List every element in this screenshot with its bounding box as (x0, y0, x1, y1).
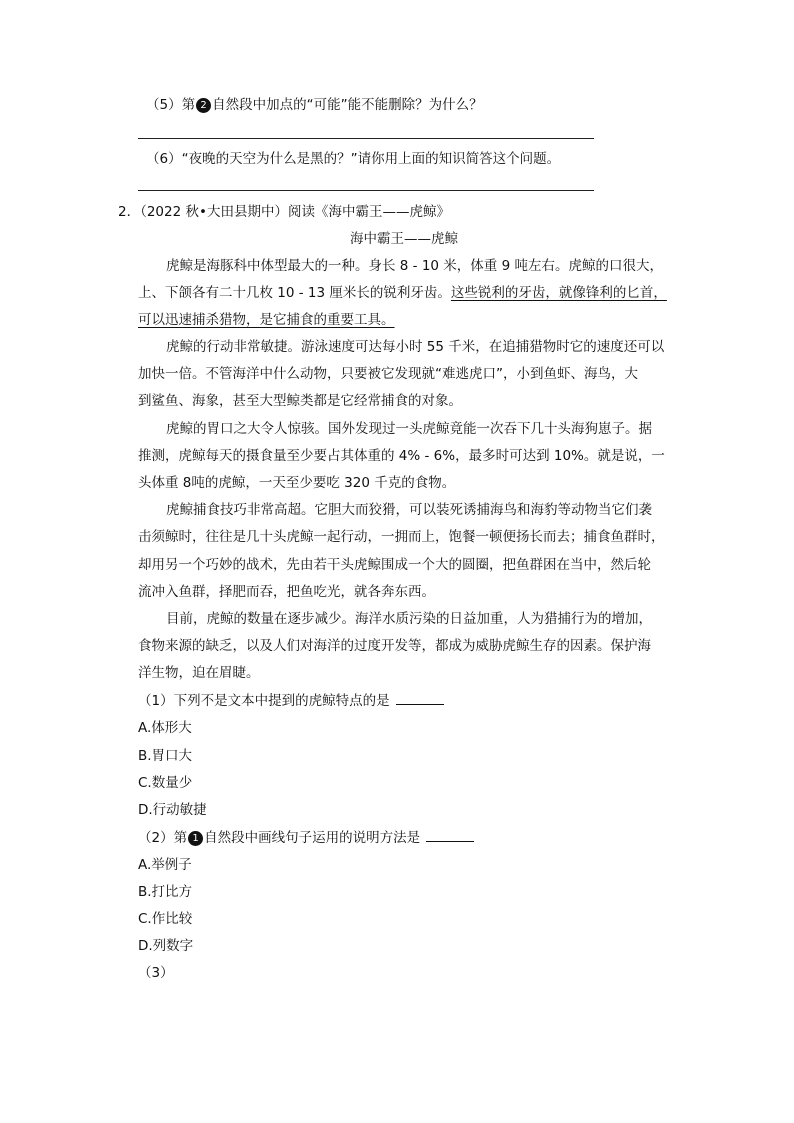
paragraph-1-line (138, 283, 667, 303)
question-5 (146, 95, 483, 115)
sub-question-1-stem: （1）下列不是文本中提到的虎鲸特点的是 (138, 693, 390, 709)
paragraph-3-line: 头体重 8吨的虎鲸，一天至少要吃 320 千克的食物。 (138, 475, 456, 491)
sub-question-3: （3） (138, 965, 174, 981)
paragraph-5-line: 目前，虎鲸的数量在逐步减少。海洋水质污染的日益加重，人为猎捕行为的增加， (166, 611, 652, 627)
paragraph-3-line: 虎鲸的胃口之大令人惊骇。国外发现过一头虎鲸竟能一次吞下几十头海狗崽子。据 (166, 421, 652, 437)
paragraph-2-line: 到鲨鱼、海象，甚至大型鲸类都是它经常捕食的对象。 (138, 393, 462, 409)
paragraph-5-line: 食物来源的缺乏，以及人们对海洋的过度开发等，都成为威胁虎鲸生存的因素。保护海 (138, 638, 651, 654)
sub-question-2-stem: 自然段中画线句子运用的说明方法是 (204, 830, 421, 846)
underlined-sentence: 这些锐利的牙齿，就像锋利的匕首， (450, 285, 667, 301)
paragraph-5-line: 洋生物，迫在眉睫。 (138, 665, 260, 681)
option-a[interactable]: A.体形大 (138, 720, 192, 736)
option-c[interactable]: C.作比较 (138, 911, 193, 927)
question-6: （6）“夜晚的天空为什么是黑的？”请你用上面的知识简答这个问题。 (146, 151, 561, 167)
sub-question-2 (138, 828, 474, 848)
answer-line (138, 138, 594, 139)
paragraph-1-line: 虎鲸是海豚科中体型最大的一种。身长 8 - 10 米，体重 9 吨左右。虎鲸的口很大， (166, 258, 663, 274)
paragraph-3-line: 推测，虎鲸每天的摄食量至少要占其体重的 4% - 6%，最多时可达到 10%。就是说，一 (138, 448, 665, 464)
answer-line (138, 190, 594, 191)
option-a[interactable]: A.举例子 (138, 857, 192, 873)
answer-blank[interactable] (426, 828, 474, 842)
paragraph-4-line: 虎鲸捕食技巧非常高超。它胆大而狡猾，可以装死诱捕海鸟和海豹等动物当它们袭 (166, 502, 652, 518)
paragraph-4-line: 却用另一个巧妙的战术，先由若干头虎鲸围成一个大的圆圈，把鱼群困在当中，然后轮 (138, 557, 651, 573)
option-d[interactable]: D.行动敏捷 (138, 802, 207, 818)
paragraph-4-line: 流冲入鱼群，择肥而吞，把鱼吃光，就各奔东西。 (138, 584, 435, 600)
paragraph-2-line: 加快一倍。不管海洋中什么动物，只要被它发现就“难逃虎口”，小到鱼虾、海鸟，大 (138, 366, 638, 382)
underlined-sentence: 可以迅速捕杀猎物，是它捕食的重要工具。 (138, 312, 395, 328)
question-2-header: 2．（2022 秋•大田县期中）阅读《海中霸王——虎鲸》 (118, 204, 450, 220)
circled-number-icon: 2 (196, 98, 211, 113)
sub-question-1 (138, 691, 444, 711)
option-d[interactable]: D.列数字 (138, 938, 194, 954)
sub-question-2-prefix: （2）第 (138, 830, 188, 846)
paragraph-2-line: 虎鲸的行动非常敏捷。游泳速度可达每小时 55 千米，在追捕猎物时它的速度还可以 (166, 339, 665, 355)
question-5-text: 自然段中加点的“可能”能不能删除？为什么？ (212, 97, 483, 113)
paragraph-1-text: 上、下颌各有二十几枚 10 - 13 厘米长的锐利牙齿。 (138, 285, 451, 301)
passage-title: 海中霸王——虎鲸 (350, 231, 458, 247)
circled-number-icon: 1 (188, 831, 203, 846)
answer-blank[interactable] (396, 691, 444, 705)
question-5-prefix: （5）第 (146, 97, 196, 113)
option-c[interactable]: C.数量少 (138, 775, 193, 791)
option-b[interactable]: B.打比方 (138, 884, 193, 900)
option-b[interactable]: B.胃口大 (138, 748, 193, 764)
paragraph-4-line: 击须鲸时，往往是几十头虎鲸一起行动，一拥而上，饱餐一顿便扬长而去；捕食鱼群时， (138, 529, 665, 545)
